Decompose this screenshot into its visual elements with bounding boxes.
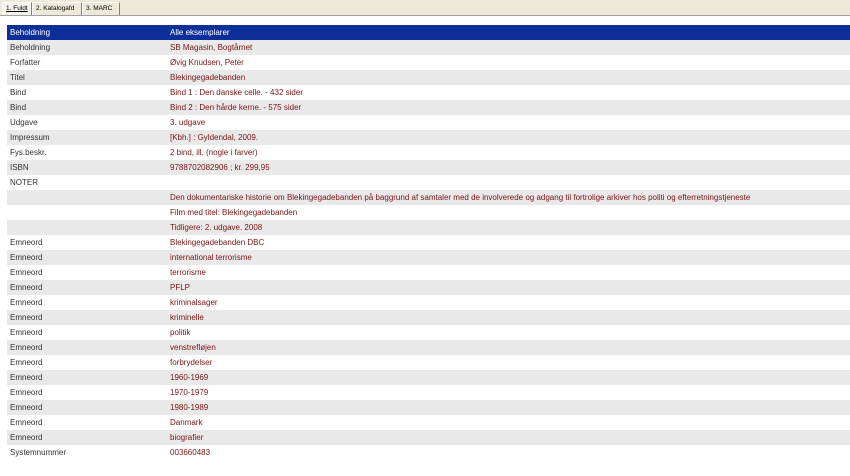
field-value [167, 175, 850, 190]
header-value: Alle eksemplarer [170, 28, 230, 37]
table-row [7, 250, 850, 265]
field-value-link[interactable]: international terrorisme [170, 253, 252, 262]
table-row [7, 445, 850, 460]
field-label: Titel [10, 73, 25, 82]
header-label: Beholdning [10, 28, 51, 37]
table-row [7, 160, 850, 175]
field-label: Beholdning [10, 43, 51, 52]
field-label: Emneord [10, 268, 43, 277]
tab-bar [0, 0, 850, 16]
field-value: 2 bind, ill. (nogle i farver) [170, 148, 258, 157]
field-value: Film med titel: Blekingegadebanden [170, 208, 298, 217]
field-value: Bind 2 : Den hårde kerne. - 575 sider [170, 103, 302, 112]
table-row [7, 70, 850, 85]
field-label: Emneord [10, 433, 43, 442]
field-label: Emneord [10, 418, 43, 427]
field-value: SB Magasin, Bogtårnet [170, 43, 253, 52]
field-label [7, 220, 167, 235]
field-value-link[interactable]: biografier [170, 433, 204, 442]
field-label: Emneord [10, 358, 43, 367]
table-row [7, 415, 850, 430]
table-header-row [7, 25, 850, 40]
field-value: 003660483 [170, 448, 211, 457]
field-value-link[interactable]: venstrefløjen [170, 343, 216, 352]
field-value-link[interactable]: terrorisme [170, 268, 207, 277]
field-value-link[interactable]: Danmark [170, 418, 203, 427]
field-label: Emneord [10, 313, 43, 322]
field-value-link[interactable]: Blekingegadebanden DBC [170, 238, 265, 247]
table-row [7, 235, 850, 250]
table-row [7, 310, 850, 325]
field-label: Impressum [10, 133, 50, 142]
field-label: Emneord [10, 238, 43, 247]
table-row [7, 100, 850, 115]
tab-fuldt[interactable]: 1. Fuldt [2, 2, 32, 15]
field-label: Forfatter [10, 58, 41, 67]
field-label: Fys.beskr. [10, 148, 47, 157]
field-label: Bind [10, 88, 27, 97]
table-row [7, 55, 850, 70]
field-label: Emneord [10, 328, 43, 337]
field-label: Emneord [10, 373, 43, 382]
table-row [7, 205, 850, 220]
table-row [7, 400, 850, 415]
field-value: Tidligere: 2. udgave. 2008 [170, 223, 263, 232]
field-value-link[interactable]: forbrydelser [170, 358, 213, 367]
field-value-link[interactable]: PFLP [170, 283, 191, 292]
field-label: Emneord [10, 388, 43, 397]
field-value: [Kbh.] : Gyldendal, 2009. [170, 133, 259, 142]
field-value: 3. udgave [170, 118, 206, 127]
field-value-link[interactable]: kriminelle [170, 313, 204, 322]
field-label: Bind [10, 103, 27, 112]
table-row [7, 340, 850, 355]
field-value-link[interactable]: 1970-1979 [170, 388, 209, 397]
table-row [7, 295, 850, 310]
table-row [7, 115, 850, 130]
field-value-link[interactable]: Øvig Knudsen, Peter [170, 58, 244, 67]
field-value-link[interactable]: kriminalsager [170, 298, 218, 307]
table-row [7, 370, 850, 385]
table-row [7, 145, 850, 160]
table-row [7, 220, 850, 235]
field-value-link[interactable]: Blekingegadebanden [170, 73, 246, 82]
field-label: NOTER [10, 178, 38, 187]
table-row [7, 265, 850, 280]
table-row [7, 430, 850, 445]
table-row [7, 130, 850, 145]
record-table [7, 25, 850, 460]
table-row [7, 85, 850, 100]
table-row [7, 325, 850, 340]
field-label [7, 205, 167, 220]
field-label [7, 190, 167, 205]
field-value-link[interactable]: 1960-1969 [170, 373, 209, 382]
table-row [7, 280, 850, 295]
field-value-link[interactable]: politik [170, 328, 191, 337]
table-row [7, 190, 850, 205]
field-value-link[interactable]: 1980-1989 [170, 403, 209, 412]
tab-marc[interactable]: 3. MARC [82, 2, 120, 15]
field-label: Systemnummer [10, 448, 67, 457]
table-row [7, 385, 850, 400]
field-label: Emneord [10, 403, 43, 412]
field-label: Emneord [10, 283, 43, 292]
field-label: Emneord [10, 253, 43, 262]
field-value: Den dokumentariske historie om Blekingegadebanden på baggrund af samtaler med de involverede og adgang til fortrolige arkiver hos politi og efterretningstjeneste [170, 193, 751, 202]
table-row [7, 175, 850, 190]
field-label: ISBN [10, 163, 29, 172]
field-label: Udgave [10, 118, 38, 127]
field-label: Emneord [10, 298, 43, 307]
table-row [7, 40, 850, 55]
field-value: Bind 1 : Den danske celle. - 432 sider [170, 88, 303, 97]
tab-katalogafd[interactable]: 2. Katalogafd [32, 2, 82, 15]
table-row [7, 355, 850, 370]
field-value: 9788702082906 ; kr. 299,95 [170, 163, 270, 172]
field-label: Emneord [10, 343, 43, 352]
